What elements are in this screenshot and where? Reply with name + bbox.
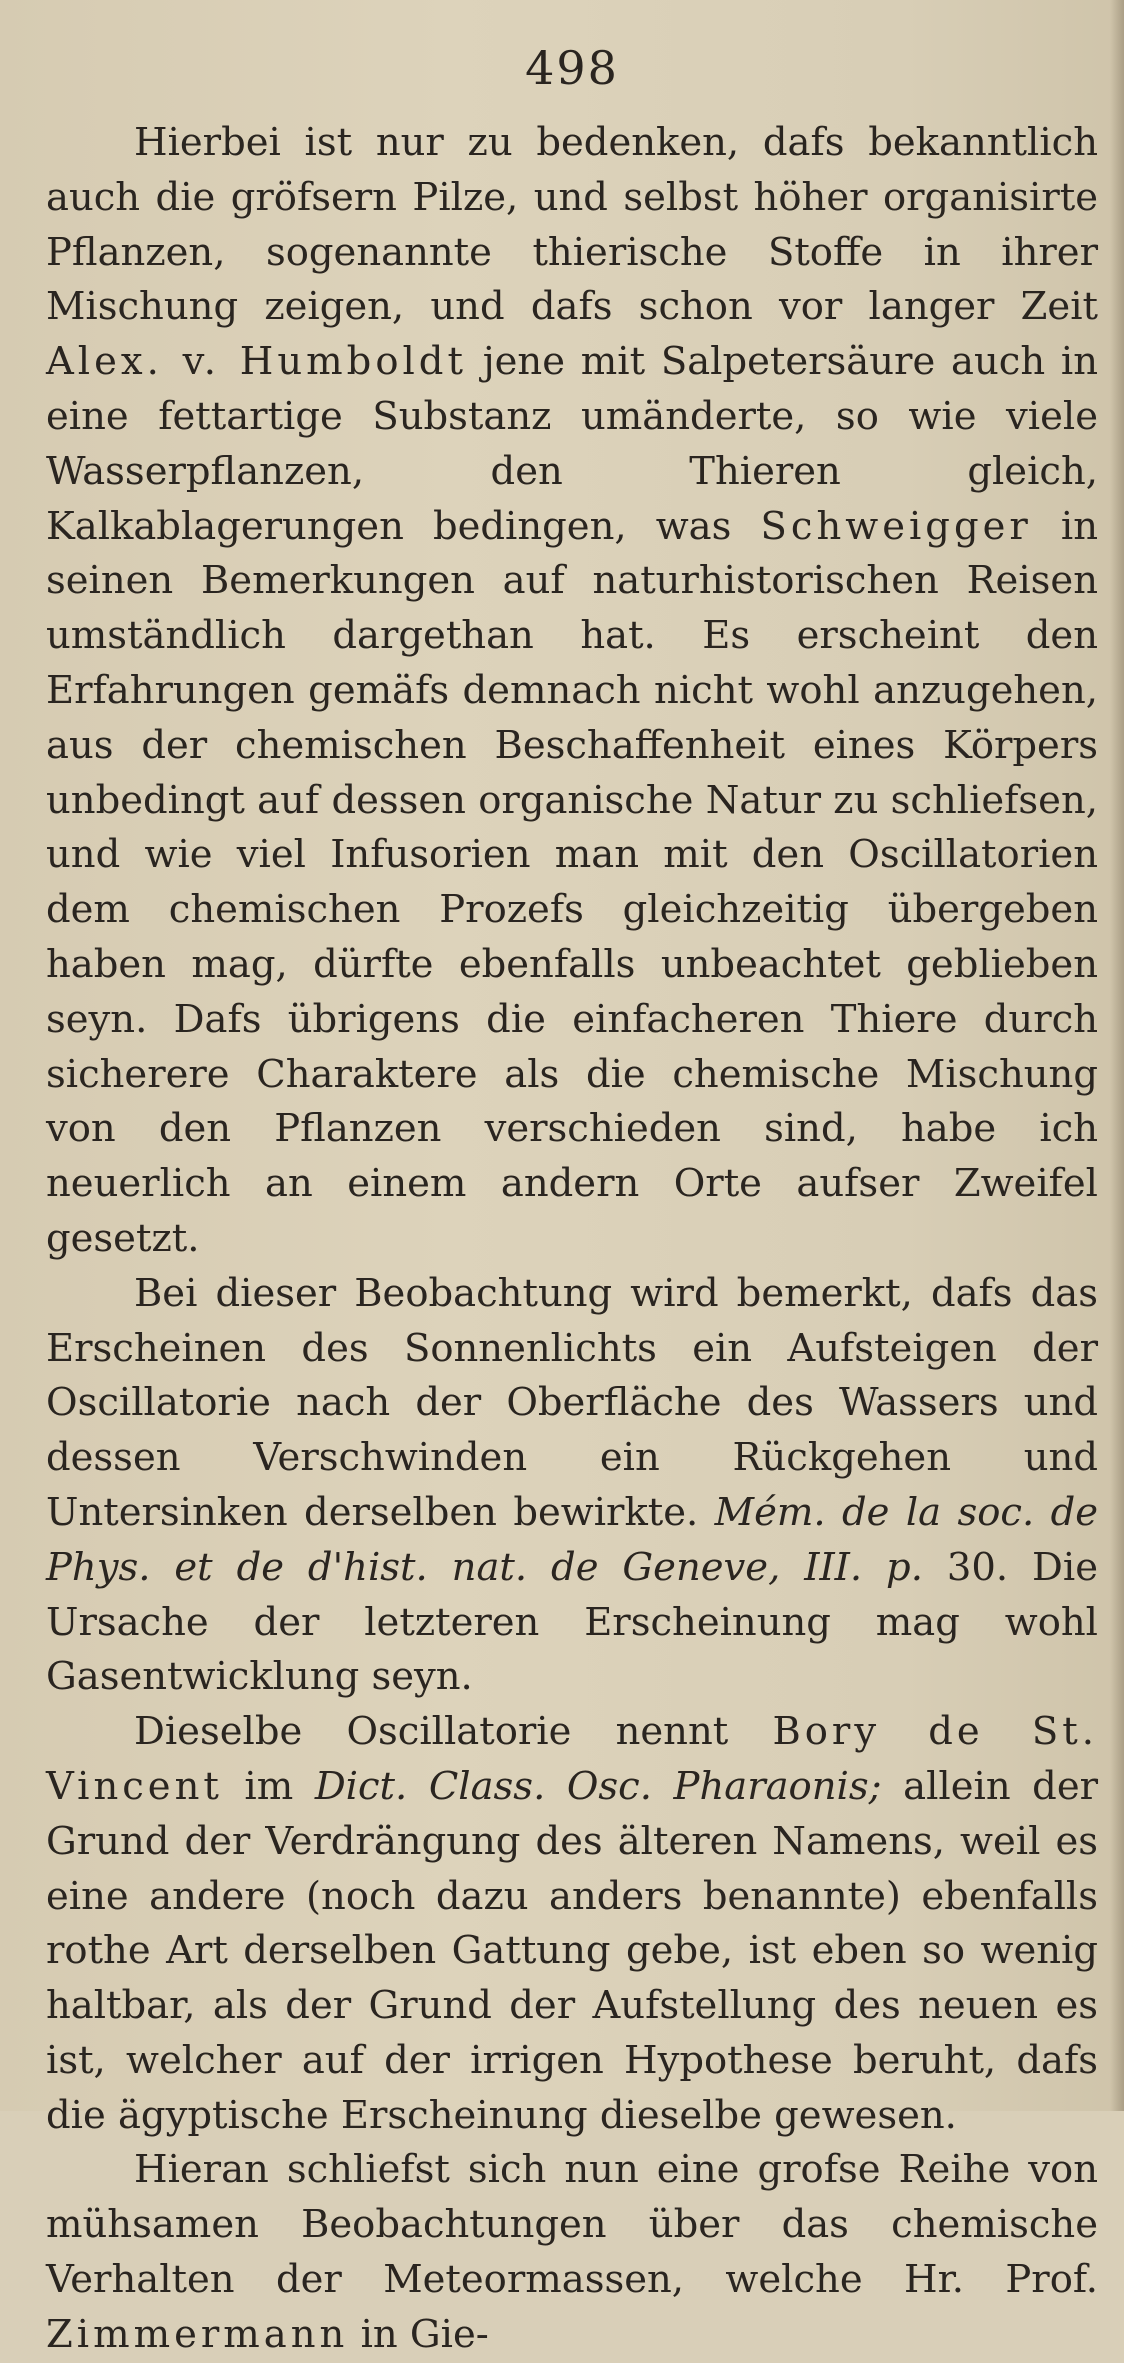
paragraph-3-text-c: allein der Grund der Verdrängung des älteren Namens, weil es eine andere (noch dazu anders benannte) ebenfalls rothe Art derselben Gattung gebe, ist eben so wenig haltbar, als der Grund der Aufstellung des neuen es ist, welcher auf der irrigen Hypothese beruht, dafs die ägyptische Erscheinung dieselbe gewesen. [46,1763,1099,2138]
paragraph-2-text-a: Bei dieser Beobachtung wird bemerkt, dafs das Erscheinen des Sonnenlichts ein Aufsteigen der Oscillatorie nach der Oberfläche des Wassers und dessen Verschwinden ein Rückgehen und Untersinken derselben bewirkte. [46,1270,1098,1535]
journal-citation: Mém. de la soc. de Phys. et de d'hist. nat. de Geneve, III. p. [46,1489,1099,1590]
paragraph-3 [46,1705,1098,2143]
paragraph-1-text-b: jene mit Salpetersäure auch in eine fettartige Substanz umänderte, so wie viele Wasserpflanzen, den Thieren gleich, Kalkablagerungen bedingen, was [46,339,1098,549]
dictionary-citation: Dict. Class. Osc. Pharaonis; [314,1763,882,1809]
paragraph-4 [46,2143,1098,2362]
person-name-humboldt: Alex. v. Humboldt [46,339,467,385]
paragraph-4-text-b: in Gie- [348,2311,489,2357]
paragraph-1-text-c: in seinen Bemerkungen auf naturhistorischen Reisen umständlich dargethan hat. Es erscheint den Erfahrungen gemäfs demnach nicht wohl anzugehen, aus der chemischen Beschaffenheit eines Körpers unbedingt auf dessen organische Natur zu schliefsen, und wie viel Infusorien man mit den Oscillatorien dem chemischen Prozefs gleichzeitig übergeben haben mag, dürfte ebenfalls unbeachtet geblieben seyn. Dafs übrigens die einfacheren Thiere durch sicherere Charaktere als die chemische Mischung von den Pflanzen verschieden sind, habe ich neuerlich an einem andern Orte aufser Zweifel gesetzt. [46,503,1098,1261]
person-name-schweigger: Schweigger [760,503,1032,549]
page-edge-shadow [1110,0,1124,2111]
paragraph-2-text-b: 30. Die Ursache der letzteren Erscheinung mag wohl Gasentwicklung seyn. [46,1544,1098,1700]
person-name-bory: Bory de St. Vincent [46,1709,1098,1809]
paragraph-1 [46,116,1098,1267]
paragraph-1-text-a: Hierbei ist nur zu bedenken, dafs bekanntlich auch die gröfsern Pilze, und selbst höher organisirte Pflanzen, sogenannte thierische Stoffe in ihrer Mischung zeigen, und dafs schon vor langer Zeit [46,120,1098,330]
paragraph-3-text-a: Dieselbe Oscillatorie nennt [134,1709,773,1755]
paragraph-2 [46,1267,1098,1705]
person-name-zimmermann: Zimmermann [46,2311,349,2357]
paragraph-4-text-a: Hieran schliefst sich nun eine grofse Reihe von mühsamen Beobachtungen über das chemische Verhalten der Meteormassen, welche Hr. Prof. [46,2147,1098,2303]
paragraph-3-text-b: im [222,1763,315,1809]
page-number: 498 [525,41,619,95]
